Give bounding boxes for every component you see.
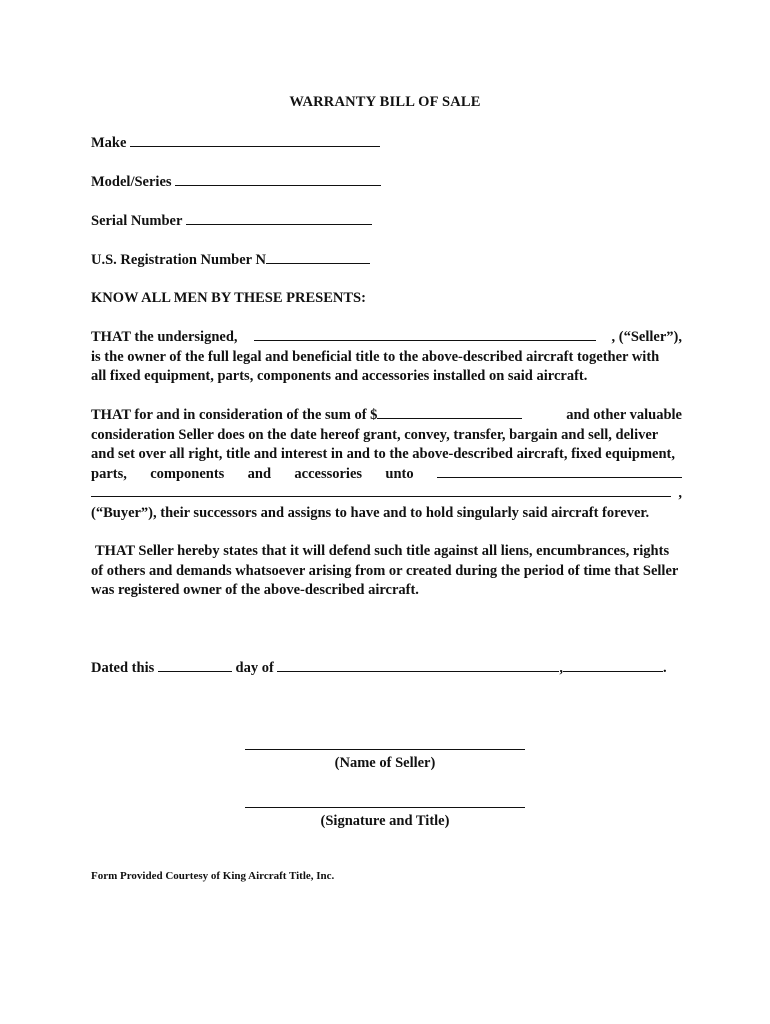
- word-unto: unto: [385, 465, 414, 482]
- consideration-sum-text: [91, 406, 522, 426]
- year-field[interactable]: [563, 659, 663, 672]
- document-title: WARRANTY BILL OF SALE: [289, 94, 481, 110]
- consideration-paragraph: [91, 406, 682, 523]
- word-and: and: [247, 465, 272, 482]
- consideration-line-6: (“Buyer”), their successors and assigns to have and to hold singularly said aircraft forever.: [91, 504, 650, 521]
- model-label: Model/Series: [91, 174, 172, 190]
- word-parts: parts,: [91, 465, 127, 482]
- registration-field[interactable]: [266, 251, 370, 264]
- consideration-end: and other valuable: [566, 407, 682, 423]
- consideration-line-3: and set over all right, title and interest in and to the above-described aircraft, fixed equipment,: [91, 446, 675, 462]
- signature-line[interactable]: [245, 807, 525, 808]
- amount-field[interactable]: [377, 406, 522, 419]
- footer-credit: Form Provided Courtesy of King Aircraft Title, Inc.: [91, 870, 335, 882]
- serial-label: Serial Number: [91, 213, 183, 229]
- serial-field[interactable]: [186, 212, 372, 225]
- buyer-name-field-continued[interactable]: [91, 484, 671, 497]
- make-label: Make: [91, 135, 127, 151]
- consideration-start: THAT for and in consideration of the sum of $: [91, 407, 378, 423]
- presents-heading: KNOW ALL MEN BY THESE PRESENTS:: [91, 290, 366, 306]
- consideration-line-5: [91, 484, 682, 504]
- seller-paragraph: [91, 328, 682, 387]
- word-components: components: [150, 465, 225, 482]
- model-row: [91, 173, 381, 191]
- dated-label: Dated this: [91, 660, 155, 676]
- seller-name-label: (Name of Seller): [334, 755, 436, 771]
- defense-line-1: THAT Seller hereby states that it will defend such title against all liens, encumbrances, rights: [95, 543, 670, 559]
- make-row: [91, 134, 380, 152]
- model-field[interactable]: [175, 173, 381, 186]
- seller-term: , (“Seller”),: [611, 329, 682, 345]
- registration-label: U.S. Registration Number N: [91, 252, 266, 268]
- registration-row: [91, 251, 370, 269]
- day-field[interactable]: [158, 659, 232, 672]
- buyer-name-field[interactable]: [437, 465, 682, 478]
- defense-line-2: of others and demands whatsoever arising from or created during the period of time that Seller: [91, 562, 679, 579]
- day-of-label: day of: [235, 660, 274, 676]
- buyer-comma: ,: [678, 485, 682, 501]
- defense-paragraph: [91, 542, 685, 601]
- make-field[interactable]: [130, 134, 380, 147]
- seller-line-1: [91, 328, 682, 348]
- consideration-line-2: consideration Seller does on the date hereof grant, convey, transfer, bargain and sell, deliver: [91, 426, 659, 443]
- month-field[interactable]: [277, 659, 559, 672]
- defense-line-3: was registered owner of the above-described aircraft.: [91, 582, 419, 598]
- consideration-line-1: [91, 406, 682, 426]
- seller-line-3: all fixed equipment, parts, components and accessories installed on said aircraft.: [91, 368, 588, 384]
- word-accessories: accessories: [294, 465, 363, 482]
- seller-name-field[interactable]: [254, 328, 596, 341]
- dated-period: .: [663, 660, 667, 676]
- seller-name-line[interactable]: [245, 749, 525, 750]
- seller-intro: THAT the undersigned,: [91, 329, 238, 345]
- dated-row: [91, 659, 667, 677]
- signature-label: (Signature and Title): [320, 813, 450, 829]
- seller-line-2: is the owner of the full legal and beneficial title to the above-described aircraft together with: [91, 348, 660, 365]
- dated-comma: ,: [559, 660, 564, 676]
- serial-row: [91, 212, 372, 230]
- consideration-line-4: [91, 465, 682, 485]
